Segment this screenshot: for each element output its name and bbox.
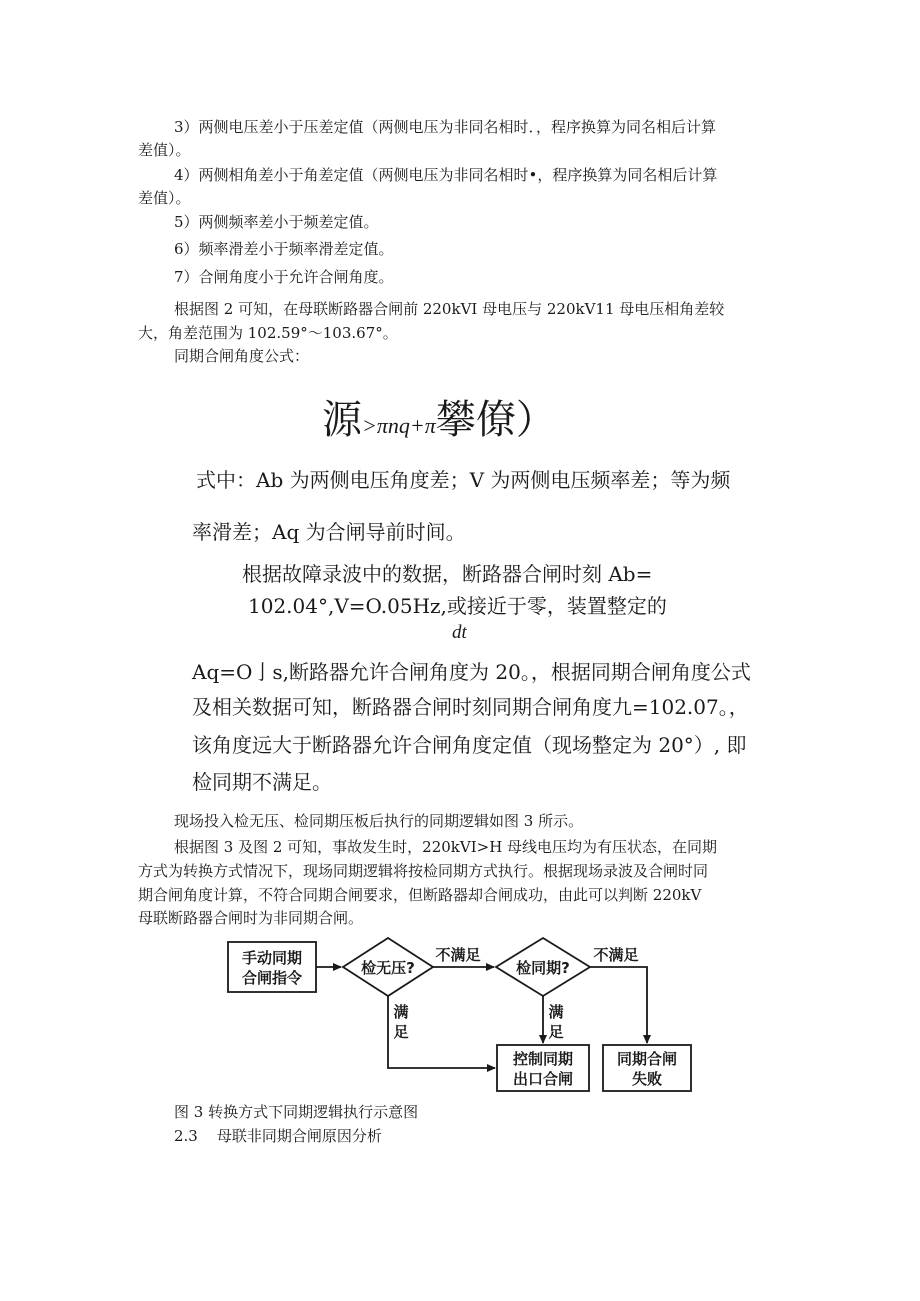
formula-part2: >πnq+π — [362, 413, 436, 438]
check-no-voltage-label: 检无压? — [361, 959, 415, 977]
explain-line1: 式中：Ab 为两侧电压角度差；V 为两侧电压频率差；等为频 — [196, 468, 731, 492]
para2: 现场投入检无压、检同期压板后执行的同期逻辑如图 3 所示。 — [174, 812, 584, 830]
para3-line4: 母联断路器合闸时为非同期合闸。 — [138, 909, 364, 927]
figure-caption: 图 3 转换方式下同期逻辑执行示意图 — [174, 1103, 419, 1121]
satisfied-label-1b: 足 — [393, 1023, 409, 1041]
explain-line5: Aq=O亅s,断路器允许合闸角度为 20。，根据同期合闸角度公式 — [192, 660, 751, 684]
control-output-line1: 控制同期 — [512, 1050, 574, 1068]
condition-5: 5）两侧频率差小于频差定值。 — [174, 213, 379, 231]
condition-4-line2: 差值）。 — [138, 189, 191, 207]
explain-line8: 检同期不满足。 — [192, 770, 332, 794]
condition-6: 6）频率滑差小于频率滑差定值。 — [174, 240, 394, 258]
explain-line6: 及相关数据可知，断路器合闸时刻同期合闸角度九=102.07。， — [192, 695, 749, 719]
start-box-line2: 合闸指令 — [241, 969, 303, 987]
sync-fail-line2: 失败 — [631, 1070, 663, 1088]
explain-line3: 根据故障录波中的数据，断路器合闸时刻 Ab= — [242, 562, 653, 586]
condition-4-line1: 4）两侧相角差小于角差定值（两侧电压为非同名相时•，程序换算为同名相后计算 — [174, 166, 718, 184]
explain-dt: dt — [452, 622, 467, 643]
para3-line3: 期合闸角度计算，不符合同期合闸要求，但断路器却合闸成功，由此可以判断 220kV — [138, 886, 702, 904]
control-output-line2: 出口合闸 — [512, 1070, 574, 1088]
satisfied-label-1a: 满 — [393, 1003, 409, 1021]
not-satisfied-label-1: 不满足 — [435, 946, 481, 964]
satisfied-label-2a: 满 — [548, 1003, 564, 1021]
explain-line4: 102.04°,V=O.05Hz,或接近于零，装置整定的 — [248, 594, 667, 618]
condition-3-line2: 差值）。 — [138, 141, 191, 159]
explain-line2: 率滑差；Aq 为合闸导前时间。 — [192, 520, 466, 544]
sync-fail-line1: 同期合闸 — [616, 1050, 678, 1068]
para3-line2: 方式为转换方式情况下，现场同期逻辑将按检同期方式执行。根据现场录波及合闸时同 — [138, 862, 709, 880]
arrow-not-satisfied-2 — [590, 967, 647, 1043]
condition-7: 7）合闸角度小于允许合闸角度。 — [174, 268, 394, 286]
formula-intro: 同期合闸角度公式： — [174, 347, 310, 365]
not-satisfied-label-2: 不满足 — [593, 946, 639, 964]
start-box-line1: 手动同期 — [241, 949, 303, 967]
condition-3-line1: 3）两侧电压差小于压差定值（两侧电压为非同名相时．，程序换算为同名相后计算 — [174, 118, 717, 136]
formula-part3: 攀僚） — [435, 397, 556, 443]
para3-line1: 根据图 3 及图 2 可知，事故发生时，220kVI>H 母线电压均为有压状态，在同期 — [174, 838, 718, 856]
para1-line2: 大，角差范围为 102.59°～103.67°。 — [138, 324, 398, 342]
para1-line1: 根据图 2 可知，在母联断路器合闸前 220kVI 母电压与 220kV11 母电压相角差较 — [174, 300, 725, 318]
formula-part1: 源 — [322, 397, 362, 443]
check-sync-label: 检同期? — [516, 959, 570, 977]
section-heading: 2.3 母联非同期合闸原因分析 — [174, 1127, 382, 1145]
satisfied-label-2b: 足 — [548, 1023, 564, 1041]
explain-line7: 该角度远大于断路器允许合闸角度定值（现场整定为 20°）, 即 — [192, 733, 747, 757]
